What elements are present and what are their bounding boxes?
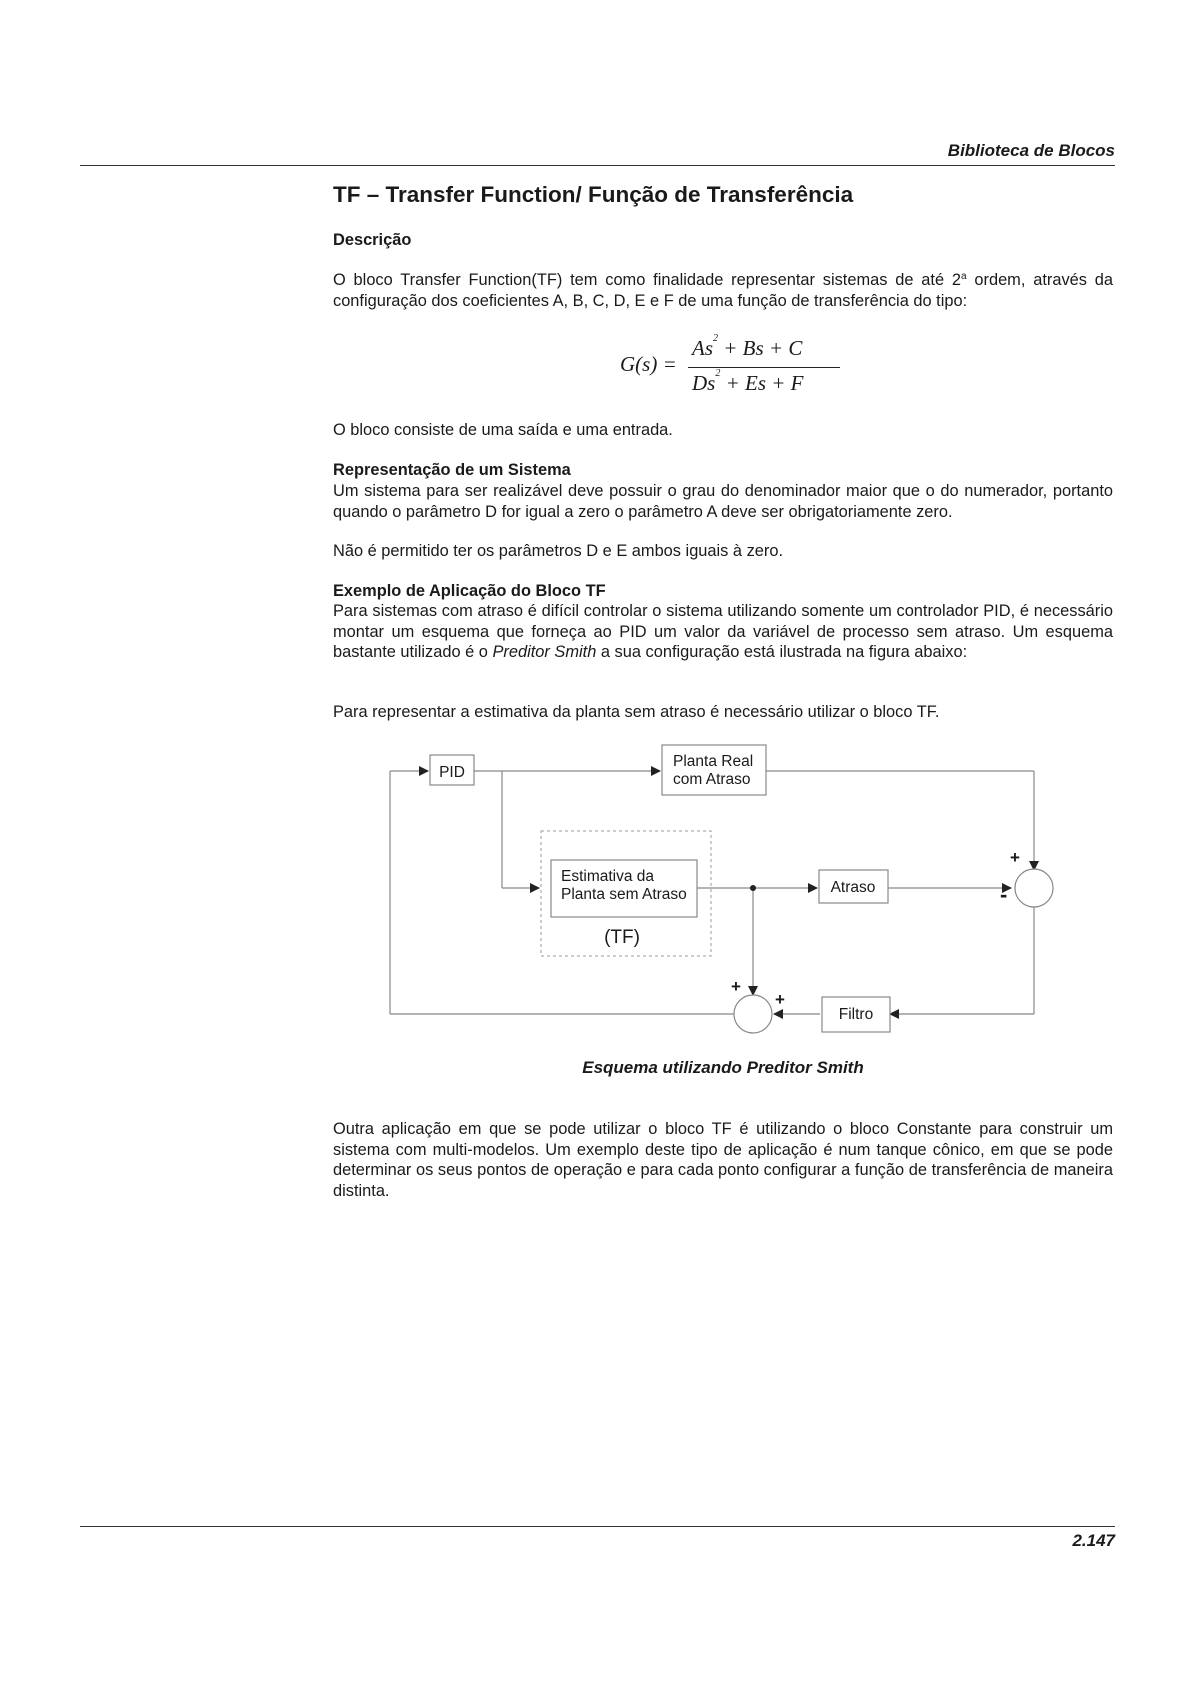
equation-numerator: $As^2 + Bs + C$	[692, 333, 803, 360]
tf-label: (TF)	[604, 927, 640, 948]
page-number: 2.147	[1072, 1531, 1115, 1550]
sum2-plus-sign-right: +	[775, 990, 785, 1009]
page-title: TF – Transfer Function/ Função de Transferência	[333, 182, 854, 207]
paragraph-multimodelos: Outra aplicação em que se pode utilizar o bloco TF é utilizando o bloco Constante para construir um sistema com multi-modelos. Um exemplo deste tipo de aplicação é num tanque cônico, em que se pode determinar os seus pontos de operação e para cada ponto configurar a função de transferência de maneira distinta.	[333, 1120, 1113, 1200]
heading-descricao: Descrição	[333, 231, 412, 249]
estimativa-label-2: Planta sem Atraso	[561, 886, 687, 903]
branch-point	[750, 885, 756, 891]
planta-real-label-2: com Atraso	[673, 771, 751, 788]
running-header: Biblioteca de Blocos	[947, 141, 1115, 160]
paragraph-parametros: Não é permitido ter os parâmetros D e E ambos iguais à zero.	[333, 542, 784, 560]
paragraph-estimativa: Para representar a estimativa da planta sem atraso é necessário utilizar o bloco TF.	[333, 703, 940, 721]
sum2-plus-sign-top: +	[731, 977, 741, 996]
paragraph-exemplo: Para sistemas com atraso é difícil controlar o sistema utilizando somente um controlador PID, é necessário montar um esquema que forneça ao PID um valor da variável de processo sem atraso. Um esquema bastante utilizado é o Preditor Smith a sua configuração está ilustrada na figura abaixo:	[333, 602, 1113, 661]
sum1-plus-sign: +	[1010, 848, 1020, 867]
planta-real-label-1: Planta Real	[673, 753, 754, 770]
superscript-ordem: a	[961, 271, 967, 282]
summing-junction-2	[734, 995, 772, 1033]
paragraph-representacao: Um sistema para ser realizável deve possuir o grau do denominador maior que o do numerador, portanto quando o parâmetro D for igual a zero o parâmetro A deve ser obrigatoriamente zero.	[333, 482, 1113, 521]
paragraph-saida-entrada: O bloco consiste de uma saída e uma entrada.	[333, 421, 673, 439]
footer-rule	[80, 1526, 1115, 1527]
summing-junction-1	[1015, 869, 1053, 907]
pid-label: PID	[439, 764, 465, 781]
estimativa-label-1: Estimativa da	[561, 868, 655, 885]
equation-lhs: G(s) =	[620, 352, 677, 376]
preditor-smith-italic: Preditor Smith	[492, 643, 597, 661]
heading-representacao: Representação de um Sistema	[333, 461, 571, 479]
sum1-minus-sign: -	[1000, 882, 1008, 907]
heading-exemplo: Exemplo de Aplicação do Bloco TF	[333, 582, 606, 600]
equation-denominator: $Ds^2 + Es + F$	[692, 368, 804, 395]
filtro-label: Filtro	[838, 1006, 874, 1023]
paragraph-descricao: O bloco Transfer Function(TF) tem como finalidade representar sistemas de até 2$^a$ ordem, através da configuração dos coeficientes A, B, C, D, E e F de uma função de transferência do tipo:	[333, 271, 1113, 310]
figure-caption: Esquema utilizando Preditor Smith	[582, 1058, 864, 1077]
atraso-label: Atraso	[830, 879, 876, 896]
